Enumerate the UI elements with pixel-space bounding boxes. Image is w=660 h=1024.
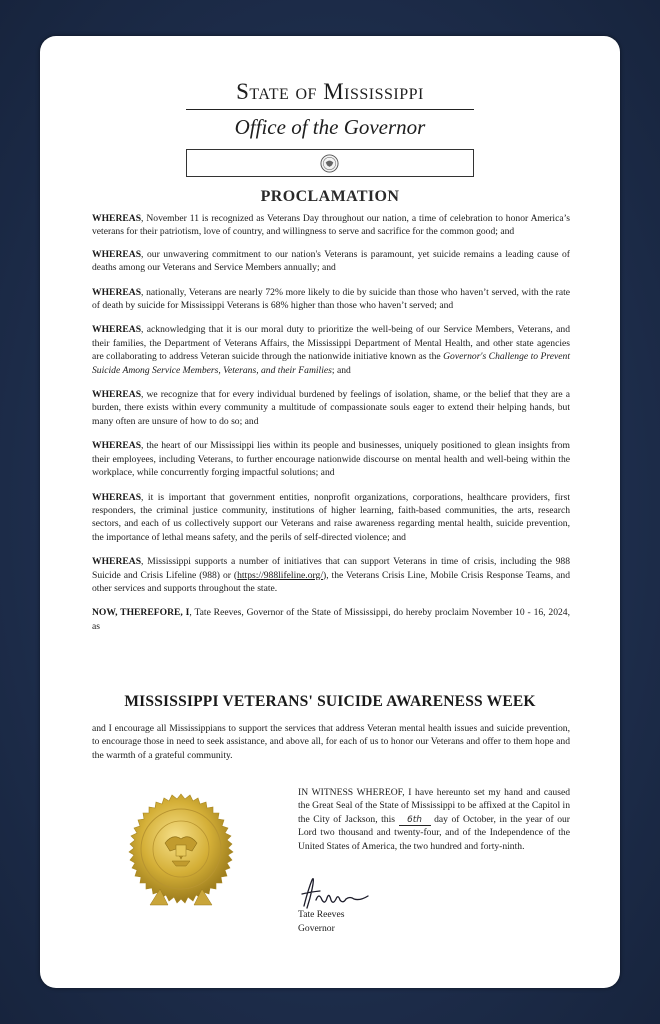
- day-handwritten: 6th: [399, 815, 431, 826]
- clause-7: WHEREAS, it is important that government entities, nonprofit organizations, corporations, healthcare providers, first responders, the criminal justice community, institutions of higher learning, faith-based communities, the arts, research sectors, and each of us collectively support our Veterans and raise awareness regarding mental health, suicide prevention, the importance of lethal means safety, and the perils of self-directed violence; and: [92, 491, 570, 543]
- state-title: State of Mississippi: [236, 79, 424, 104]
- signer-title: Governor: [298, 923, 335, 934]
- clause-8: WHEREAS, Mississippi supports a number of initiatives that can support Veterans in time of crisis, including the 988 Suicide and Crisis Lifeline (988) or (https://988lifeline.org/), the Veterans Crisis Line, Mobile Crisis Response Teams, and other services and supports throughout the state.: [92, 556, 570, 594]
- proclaim-clause: NOW, THEREFORE, I, Tate Reeves, Governor of the State of Mississippi, do hereby proclaim November 10 - 16, 2024, as: [92, 607, 570, 632]
- clause-1: WHEREAS, November 11 is recognized as Veterans Day throughout our nation, a time of celebration to honor America’s veterans for their patriotism, love of country, and willingness to serve and sacrifice for the common good; and: [92, 213, 570, 238]
- signer-name: Tate Reeves: [298, 909, 345, 920]
- clause-3: WHEREAS, nationally, Veterans are nearly 72% more likely to die by suicide than those who haven’t served, with the rate of death by suicide for Mississippi Veterans is 68% higher than those who haven’t served; and: [92, 286, 570, 312]
- closing-paragraph: and I encourage all Mississippians to support the services that address Veteran mental health issues and suicide prevention, to encourage those in need to seek assistance, and above all, for each of us to honor our Veterans and offer to them hope and the warmth of a grateful community.: [92, 723, 570, 761]
- week-title: MISSISSIPPI VETERANS' SUICIDE AWARENESS WEEK: [124, 693, 536, 710]
- great-seal-icon: [120, 793, 242, 915]
- clause-2: WHEREAS, our unwavering commitment to our nation's Veterans is paramount, yet suicide remains a leading cause of deaths among our Veterans and Service Members annually; and: [92, 248, 570, 274]
- lifeline-link[interactable]: https://988lifeline.org/: [237, 569, 323, 581]
- proclamation-title: PROCLAMATION: [260, 188, 400, 205]
- clause-5: WHEREAS, we recognize that for every individual burdened by feelings of isolation, shame, or the belief that they are a burden, there exists within every community a multitude of compassionate souls eager to extend their helping hands, but many often are unsure of how to do so; and: [92, 389, 570, 427]
- small-seal-icon: [320, 154, 339, 173]
- whereas-clauses: [92, 212, 570, 644]
- clause-6: WHEREAS, the heart of our Mississippi lies within its people and businesses, uniquely positioned to glean insights from their employees, including Veterans, to further encourage nationwide discourse on mental health and well-being within the workplace, while concurrently forging impactful solutions; and: [92, 440, 570, 479]
- governor-signature: [294, 872, 374, 912]
- witness-statement: IN WITNESS WHEREOF, I have hereunto set my hand and caused the Great Seal of the State of Mississippi to be affixed at the Capitol in the City of Jackson, this 6th day of October, in the year of our Lord two thousand and twenty-four, and of the Independence of the United States of America, the two hundred and forty-ninth.: [298, 787, 570, 852]
- office-title: Office of the Governor: [234, 115, 426, 139]
- proclamation-page: [40, 36, 620, 988]
- header-rule: [186, 109, 474, 110]
- clause-4: WHEREAS, acknowledging that it is our moral duty to prioritize the well-being of our Service Members, Veterans, and their families, the Department of Veterans Affairs, the Mississippi Department of Mental Health, and other state agencies are collaborating to address Veteran suicide through the nationwide initiative known as the Governor's Challenge to Prevent Suicide Among Service Members, Veterans, and their Families; and: [92, 324, 570, 376]
